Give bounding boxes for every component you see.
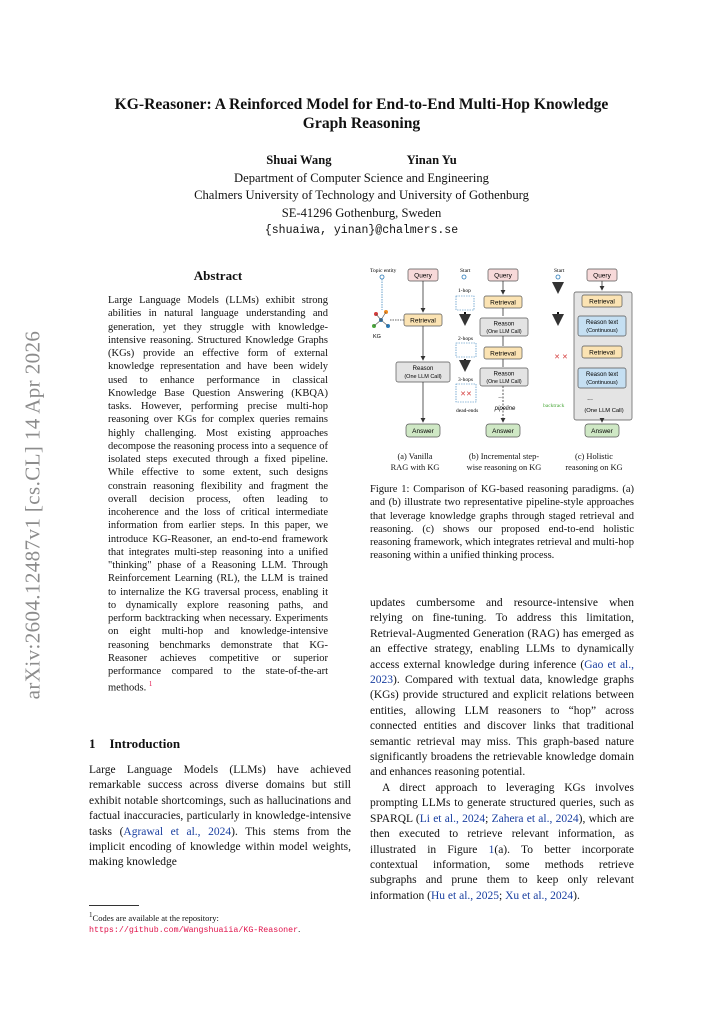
hop2-box — [456, 343, 476, 357]
paragraph-kg-approaches — [370, 781, 634, 904]
fig-b-pipeline: pipeline — [494, 406, 516, 412]
fig-a-answer-label: Answer — [412, 428, 434, 435]
fig-b-retrieval-2-label: Retrieval — [490, 350, 516, 358]
fig-b-hop1: 1-hop — [458, 288, 471, 294]
abstract-footnote-mark[interactable]: 1 — [148, 680, 153, 689]
kg-text-a: A direct approach to leveraging KGs involves prompting LLMs to generate structured queries, such as SPARQL ( — [370, 781, 634, 825]
citation-li-2024[interactable]: Li et al., 2024 — [419, 812, 486, 825]
author-block — [80, 152, 643, 240]
dead-end-x-icon: ✕✕ — [460, 391, 472, 398]
fig-c-x-icon: ✕ ✕ — [554, 354, 568, 361]
fig-b-answer-label: Answer — [492, 428, 514, 435]
fig-b-query-label: Query — [494, 272, 512, 280]
fig-a-reason-label: Reason — [412, 366, 434, 372]
subcaption-b-line-2: wise reasoning on KG — [466, 462, 542, 472]
fig-b-reason-2-sub: (One LLM Call) — [486, 379, 522, 385]
fig-c-one-call: (One LLM Call) — [584, 408, 624, 414]
panel-c — [543, 268, 632, 437]
subcaption-a-line-1: (a) Vanilla — [397, 452, 433, 461]
subcaption-a — [380, 452, 450, 473]
subcaption-b-line-1: (b) Incremental step- — [468, 452, 540, 461]
citation-hu-2025[interactable]: Hu et al., 2025 — [431, 889, 500, 902]
fig-c-retrieval-2-label: Retrieval — [589, 349, 615, 357]
fig-b-hop2: 2-hops — [458, 336, 473, 342]
title-line-2: Graph Reasoning — [302, 115, 421, 132]
fig-c-rt1-sub: (Continuous) — [586, 328, 618, 334]
author-names — [80, 152, 643, 170]
footnote-rule — [89, 905, 139, 906]
kg-sep-1: ; — [485, 812, 492, 825]
subcaption-c-line-1: (c) Holistic — [575, 452, 613, 461]
figure-ref-1[interactable]: 1 — [488, 843, 495, 856]
intro-text-a: Large Language Models (LLMs) have achieved remarkable success across diverse domains but still exhibit notable shortcomings, such as hallucinations and factual inaccuracies, particularly in knowledge-intensive tasks ( — [89, 764, 351, 838]
fig-a-retrieval-label: Retrieval — [410, 317, 436, 325]
fig-c-start-node — [556, 275, 560, 279]
intro-paragraph-1 — [89, 763, 351, 871]
fig-c-rt1-label: Reason text — [585, 320, 619, 326]
kg-graph-icon — [372, 310, 390, 328]
fig-b-reason-1-label: Reason — [493, 321, 515, 328]
footnote-repo-link[interactable]: https://github.com/Wangshuaiia/KG-Reasoner — [89, 925, 299, 935]
author-1: Shuai Wang — [266, 153, 332, 167]
subcaption-b — [456, 452, 552, 473]
abstract-heading: Abstract — [193, 268, 243, 283]
footnote-text: Codes are available at the repository: — [92, 912, 219, 923]
fig-c-retrieval-1-label: Retrieval — [589, 298, 615, 306]
affiliation-3: SE-41296 Gothenburg, Sweden — [281, 205, 442, 220]
abstract-text: Large Language Models (LLMs) exhibit strong abilities in natural language understanding and generation, yet they struggle with knowledge-intensive reasoning. Structured Knowledge Graphs (KGs) provide an effective form of external knowledge representation and have been widely used to enhance performance in classical Knowledge Base Question Answering (KBQA) tasks. However, performing precise multi-hop reasoning over KGs for complex queries remains highly challenging. Most existing approaches decompose the reasoning process into a sequence of isolated steps executed through a fixed pipeline. While effective to some extent, such designs constrain reasoning flexibility and fragment the overall decision process, often leading to incoherence and the loss of critical intermediate information from earlier steps. In this paper, we introduce KG-Reasoner, an end-to-end framework that integrates multi-step reasoning into a unified "thinking" phase of a Reasoning LLM. Through Reinforcement Learning (RL), the LLM is trained to internalize the KG traversal process, enabling it to dynamically explore reasoning paths, and perform backtracking when necessary. Experiments on eight multi-hop and knowledge-intensive reasoning benchmarks demonstrate that KG-Reasoner achieves competitive or superior performance compared to the state-of-the-art methods. — [108, 295, 328, 694]
intro-text-b: ). This stems from the implicit encoding of knowledge within model weights, making knowledge — [89, 825, 351, 869]
footnote: $^1$Codes are available at the repository: https://github.com/Wangshuaiia/KG-Reasoner. — [89, 911, 301, 935]
fig-c-query-label: Query — [593, 272, 611, 280]
fig-c-start-label: Start — [554, 268, 565, 274]
figure-1 — [368, 262, 634, 476]
fig-c-backtrack: backtrack — [543, 403, 565, 409]
rag-text-a: updates cumbersome and resource-intensive when relying on fine-tuning. To address this limitation, Retrieval-Augmented Generation (RAG) has emerged as an effective strategy, enabling LLMs to dynamically access external knowledge during inference ( — [370, 597, 634, 671]
fig-c-dots: ... — [587, 395, 593, 402]
citation-xu-2024[interactable]: Xu et al., 2024 — [505, 889, 574, 902]
section-number: 1 — [89, 736, 96, 751]
kg-sep-2: ; — [499, 889, 506, 902]
figure-1-caption: Figure 1: Comparison of KG-based reasoning paradigms. (a) and (b) illustrate two representative pipeline-style approaches that leverage knowledge graphs through staged retrieval and reasoning. (c) shows our proposed end-to-end holistic reasoning framework, which integrates retrieval and multi-hop reasoning within a unified thinking process. — [370, 484, 634, 562]
fig-a-kg-label: KG — [373, 334, 381, 340]
panel-a — [370, 268, 450, 437]
author-email: {shuaiwa, yinan}@chalmers.se — [264, 224, 459, 237]
author-2: Yinan Yu — [406, 153, 457, 167]
fig-b-reason-1-sub: (One LLM Call) — [486, 329, 522, 335]
fig-c-answer-label: Answer — [591, 428, 613, 435]
fig-b-dead-ends: dead-ends — [456, 408, 479, 414]
section-title: Introduction — [109, 736, 181, 751]
fig-b-hop3: 3-hops — [458, 377, 473, 383]
citation-gao-2023[interactable]: Gao et al., 2023 — [370, 658, 634, 687]
paragraph-rag — [370, 596, 634, 781]
abstract-body — [108, 294, 328, 695]
rag-text-b: ). Compared with textual data, knowledge graphs (KGs) provide structured and explicit relations between entities, allowing LLM reasoners to “hop” across connected entities and discover links that traditional semantic retrieval may miss. This graph-based nature significantly broadens the retrievable knowledge domain and enhances reasoning potential. — [370, 674, 634, 779]
arxiv-id: arXiv:2604.12487v1 [cs.CL] 14 Apr 2026 — [20, 330, 45, 700]
citation-agrawal-2024[interactable]: Agrawal et al., 2024 — [123, 825, 232, 838]
fig-b-dots: ... — [498, 393, 504, 400]
arxiv-watermark — [0, 0, 60, 1019]
figure-1-diagram — [368, 262, 634, 454]
subcaption-c-line-2: reasoning on KG — [565, 462, 623, 472]
start-node — [462, 275, 466, 279]
title-line-1: KG-Reasoner: A Reinforced Model for End-to-End Multi-Hop Knowledge — [114, 96, 609, 113]
kg-text-c: (a). To better incorporate contextual information, some methods retrieve subgraphs and prune them to keep only relevant information ( — [370, 843, 634, 902]
paper-title — [80, 95, 643, 133]
affiliation-2: Chalmers University of Technology and University of Gothenburg — [194, 188, 529, 202]
fig-c-rt2-sub: (Continuous) — [586, 380, 618, 386]
kg-text-d: ). — [573, 889, 580, 902]
citation-zahera-2024[interactable]: Zahera et al., 2024 — [491, 812, 579, 825]
subcaption-a-line-2: RAG with KG — [390, 462, 440, 472]
fig-a-reason-sub: (One LLM Call) — [404, 374, 442, 380]
fig-b-reason-2-label: Reason — [493, 371, 515, 378]
right-column-text — [370, 596, 634, 904]
subcaption-c — [558, 452, 630, 473]
fig-a-topic-label: Topic entity — [370, 268, 397, 274]
fig-a-query-label: Query — [414, 272, 432, 280]
topic-entity-node — [380, 275, 384, 279]
kg-text-b: ), which are then executed to retrieve relevant information, as illustrated in Figure — [370, 812, 635, 856]
section-heading-introduction — [89, 736, 180, 752]
hop1-box — [456, 296, 474, 310]
panel-b — [456, 268, 528, 437]
fig-c-rt2-label: Reason text — [585, 372, 619, 378]
fig-b-retrieval-1-label: Retrieval — [490, 299, 516, 307]
affiliation-1: Department of Computer Science and Engineering — [234, 170, 489, 185]
footnote-mark: 1 — [89, 911, 93, 919]
fig-b-start-label: Start — [460, 268, 471, 274]
